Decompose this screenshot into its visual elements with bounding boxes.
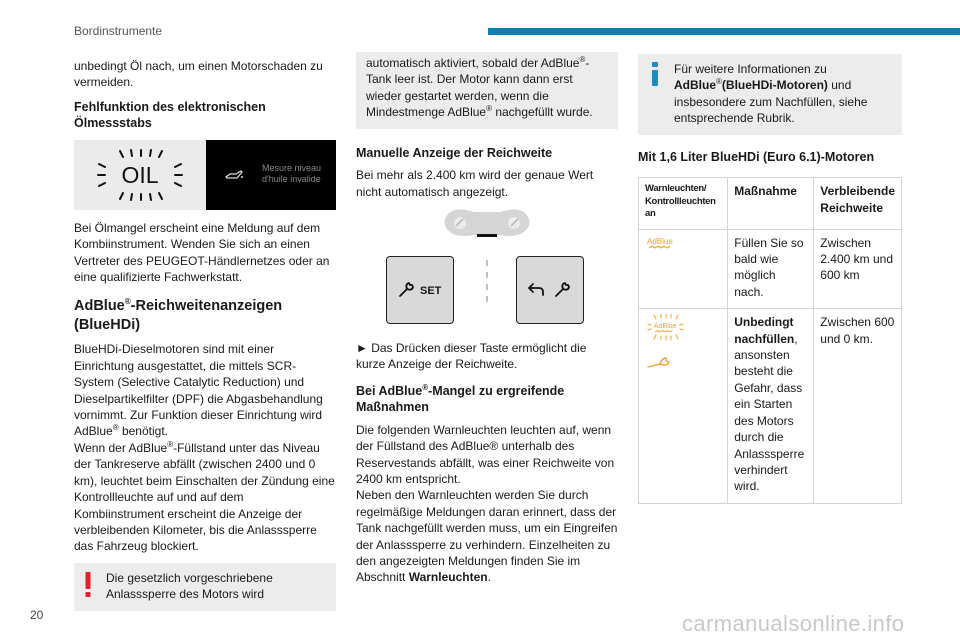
warnleuchten-reference: Warnleuchten	[408, 570, 488, 585]
svg-text:AdBlue: AdBlue	[654, 323, 677, 331]
info-icon	[650, 62, 660, 86]
oil-can-icon	[224, 168, 244, 182]
adblue-alert-icon	[645, 314, 685, 344]
table-heading: Mit 1,6 Liter BlueHDi (Euro 6.1)-Motoren	[638, 149, 875, 164]
watermark: carmanualsonline.info	[682, 611, 905, 636]
column-3	[638, 58, 902, 504]
manual-range-text: Bei mehr als 2.400 km wird der genaue Wert nicht automatisch angezeigt.	[356, 168, 594, 199]
shortage-heading: Bei AdBlue®-Mangel zu ergreifende Maßnahmen	[356, 382, 565, 415]
wrench-icon	[553, 281, 571, 299]
wrench-icon	[397, 281, 415, 299]
row2-range: Zwischen 600 und 0 km.	[814, 309, 902, 503]
oil-display-screen	[206, 140, 336, 210]
back-arrow-icon	[527, 282, 545, 298]
adblue-heading: AdBlue®-Reichweitenanzeigen (BlueHDi)	[74, 297, 283, 334]
warning-note-continued: automatisch aktiviert, sobald der AdBlue®-Tank leer ist. Der Motor kann dann erst wieder gestartet werden, wenn die Mindestmenge AdBlue® nachgefüllt wurde.	[356, 52, 618, 129]
oil-heading: Fehlfunktion des elektronischen Ölmessstabs	[74, 99, 266, 131]
manual-range-heading: Manuelle Anzeige der Reichweite	[356, 145, 553, 160]
table-header-row	[639, 178, 902, 230]
table-row	[639, 309, 902, 503]
set-button[interactable]	[386, 256, 454, 324]
svg-text:AdBlue: AdBlue	[647, 236, 673, 246]
table-row	[639, 229, 902, 309]
column-2	[356, 55, 618, 594]
exclamation-icon	[84, 572, 92, 598]
back-button[interactable]	[516, 256, 584, 324]
adblue-warning-icon	[645, 235, 677, 253]
adblue-paragraph: BlueHDi-Dieselmotoren sind mit einer Einrichtung ausgestattet, die mittels SCR-System (Selective Catalytic Reduction) und Dieselpartikelfilter (DPF) die Abgasbehandlung vornimmt. Zur Funktion dieser Einrichtung wird AdBlue® benötigt.	[74, 342, 323, 439]
oil-figure	[74, 140, 336, 210]
oil-lamp-icon	[85, 148, 195, 202]
row2-icon-cell	[639, 309, 728, 503]
press-text: ► Das Drücken dieser Taste ermöglicht die kurze Anzeige der Reichweite.	[356, 340, 587, 372]
row1-range: Zwischen 2.400 km und 600 km	[814, 229, 902, 309]
column-1	[74, 58, 336, 621]
wrench-warning-icon	[645, 355, 671, 371]
set-label: SET	[420, 284, 442, 297]
row2-action: Unbedingt nachfüllen, ansonsten besteht die Gefahr, dass ein Starten des Motors durch die Anlasssperre verhindert wird.	[728, 309, 814, 503]
oil-warning-lamp	[74, 140, 206, 210]
oil-text: Bei Ölmangel erscheint eine Meldung auf dem Kombiinstrument. Wenden Sie sich an einen Vertreter des PEUGEOT-Händlernetzes oder an eine qualifizierte Fachwerkstatt.	[74, 220, 330, 285]
info-note: Für weitere Informationen zu AdBlue®(BlueHDi-Motoren) und insbesondere zum Nachfüllen, siehe entsprechende Rubrik.	[638, 54, 902, 135]
intro-text: unbedingt Öl nach, um einen Motorschaden zu vermeiden.	[74, 59, 323, 90]
warning-note: Die gesetzlich vorgeschriebene Anlasssperre des Motors wird	[74, 563, 336, 611]
header-accent-bar	[488, 28, 960, 35]
row1-icon-cell	[639, 229, 728, 309]
oil-display-message: Mesure niveau d'huile invalide	[262, 162, 322, 184]
shortage-text-2: Neben den Warnleuchten werden Sie durch regelmäßige Meldungen daran erinnert, dass der Tank nachgefüllt werden muss, um ein Eingreifen der Anlasssperre zu verhindern. Einzelheiten zu den angezeigten Meldungen finden Sie im Abschnitt Warnleuchten.	[356, 488, 618, 585]
adblue-table	[638, 177, 902, 504]
page-number: 20	[30, 608, 44, 622]
shortage-text-1: Die folgenden Warnleuchten leuchten auf, wenn der Füllstand des AdBlue® unterhalb des Reservestands abfällt, was einer Reichweite von 2400 km entspricht.	[356, 422, 615, 486]
row1-action: Füllen Sie so bald wie möglich nach.	[728, 229, 814, 309]
header-action: Maßnahme	[728, 178, 814, 230]
header-remaining-range: Verbleibende Reichweite	[814, 178, 902, 230]
section-title: Bordinstrumente	[74, 24, 163, 38]
adblue-level-paragraph: Wenn der AdBlue®-Füllstand unter das Niveau der Tankreserve abfällt (zwischen 2400 und 0 km), leuchtet beim Einschalten der Zündung eine Kontrollleuchte auf und auf dem Kombiinstrument erscheint die Anzeige der verbleibenden Kilometer, bis die Anlasssperre das Fahrzeug blockiert.	[74, 439, 335, 554]
svg-text:OIL: OIL	[121, 161, 159, 188]
steering-buttons-figure	[356, 208, 618, 326]
header-warning-lamps: Warnleuchten/ Kontrollleuchten an	[639, 178, 728, 230]
